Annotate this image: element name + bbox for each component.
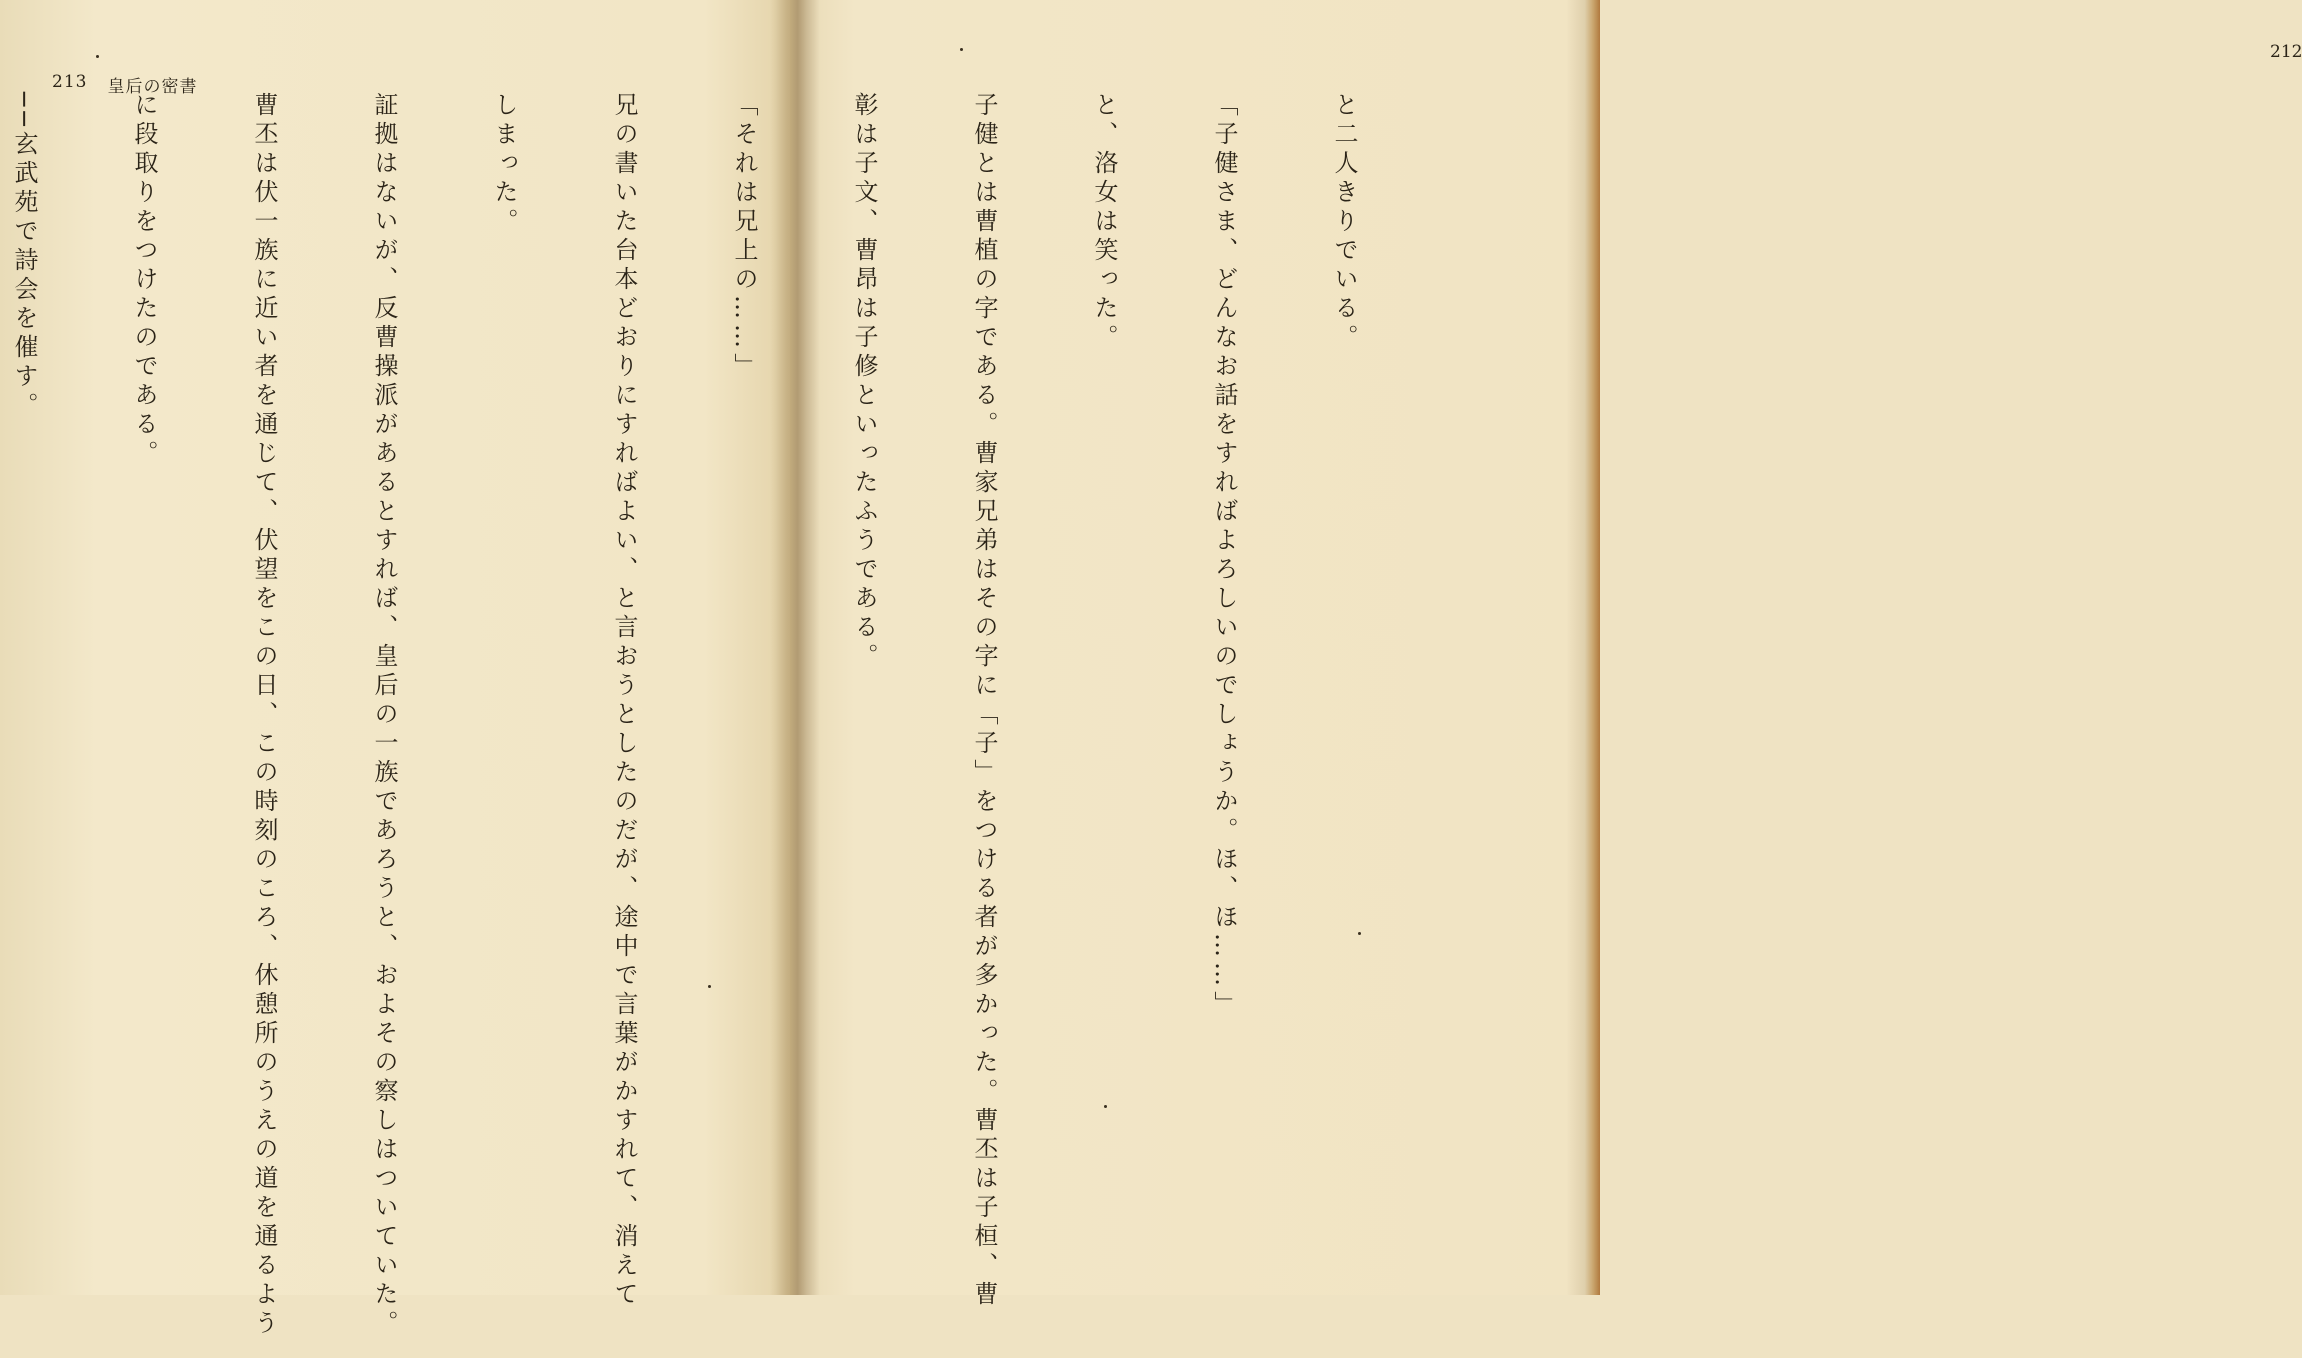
text-column: 曹丕は伏一族に近い者を通じて、伏望をこの日、この時刻のころ、休憩所のうえの道を通るよう: [250, 92, 278, 1339]
text-column: 「子健さま、どんなお話をすればよろしいのでしょうか。ほ、ほ……」: [1210, 92, 1238, 1020]
left-page-number: 213: [52, 72, 88, 92]
paper-speck: [1358, 932, 1361, 935]
text-column: ──玄武苑で詩会を催す。: [10, 92, 38, 421]
running-title: 皇后の密書: [107, 77, 198, 97]
text-column: 「それは兄上の……」: [730, 92, 758, 382]
book-gutter-shadow: [770, 0, 820, 1295]
text-column: に段取りをつけたのである。: [130, 92, 158, 469]
text-column: 兄の書いた台本どおりにすればよい、と言おうとしたのだが、途中で言葉がかすれて、消えて: [610, 92, 638, 1310]
text-column: 彰は子文、曹昂は子修といったふうである。: [850, 92, 878, 672]
right-page-number: 212: [2270, 42, 2302, 62]
paper-speck: [960, 48, 963, 51]
text-column: 子健とは曹植の字である。曹家兄弟はその字に「子」をつける者が多かった。曹丕は子桓、曹: [970, 92, 998, 1310]
right-page-body: [0, 92, 1444, 1339]
text-column: と、洛女は笑った。: [1090, 92, 1118, 353]
page-edge: [1566, 0, 1600, 1295]
paper-speck: [96, 55, 99, 58]
paper-speck: [1104, 1105, 1107, 1108]
paper-speck: [708, 985, 711, 988]
text-column: と二人きりでいる。: [1330, 92, 1358, 353]
text-column: しまった。: [490, 92, 518, 237]
text-column: 証拠はないが、反曹操派があるとすれば、皇后の一族であろうと、およその察しはついていた。: [370, 92, 398, 1339]
